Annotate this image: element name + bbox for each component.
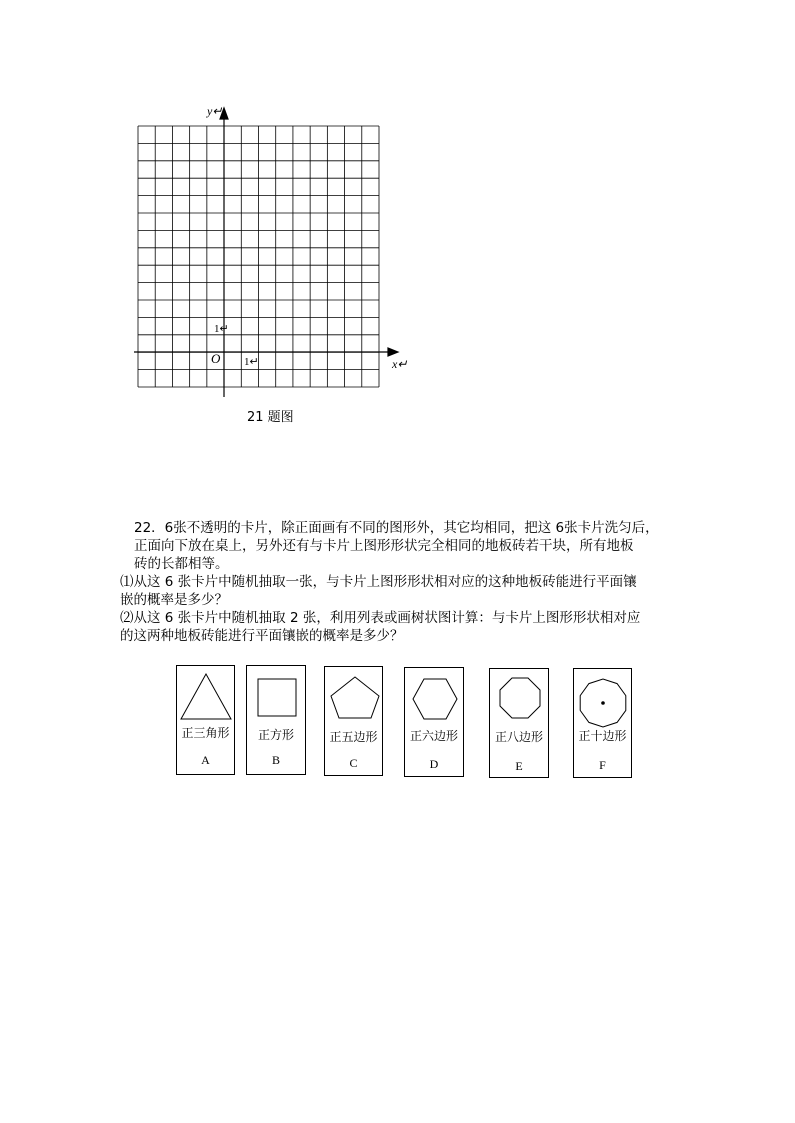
x-axis-arrow-icon (388, 348, 398, 356)
card-d-letter: D (429, 757, 439, 771)
card-a-name: 正三角形 (181, 726, 230, 740)
card-f (573, 668, 632, 778)
question22-part1-line1: ⑴从这 6 张卡片中随机抽取一张，与卡片上图形形状相对应的这种地板砖能进行平面镶 (120, 574, 637, 590)
x-axis-label: x↵ (392, 357, 408, 371)
question22-part2-line2: 的这两种地板砖能进行平面镶嵌的概率是多少？ (120, 628, 404, 644)
origin-label: O (211, 351, 221, 366)
y-unit-label: 1↵ (214, 323, 229, 335)
card-b (246, 665, 306, 775)
card-d (404, 667, 464, 777)
card-a (176, 665, 235, 775)
card-c (324, 666, 383, 776)
figure-caption: 21 题图 (247, 410, 294, 425)
card-e-name: 正八边形 (494, 730, 543, 744)
center-dot-icon (601, 701, 605, 705)
grid-lines (138, 126, 379, 387)
question22-line1: 22．6张不透明的卡片，除正面画有不同的图形外，其它均相同，把这 6张卡片洗匀后， (134, 520, 659, 536)
card-b-letter: B (271, 753, 280, 767)
card-d-name: 正六边形 (409, 729, 458, 743)
y-axis-label: y↵ (207, 104, 223, 118)
card-f-name: 正十边形 (578, 729, 627, 743)
axes (134, 108, 398, 397)
card-b-name: 正方形 (257, 728, 294, 742)
card-e (489, 668, 549, 778)
question22-part2-line1: ⑵从这 6 张卡片中随机抽取 2 张，利用列表或画树状图计算：与卡片上图形形状相对应 (120, 610, 641, 626)
card-f-letter: F (599, 758, 606, 772)
card-c-letter: C (349, 756, 358, 770)
card-a-letter: A (201, 753, 210, 767)
card-e-letter: E (515, 759, 523, 773)
x-unit-label: 1↵ (244, 356, 259, 368)
question22-line3: 砖的长都相等。 (134, 556, 229, 572)
question22-line2: 正面向下放在桌上，另外还有与卡片上图形形状完全相同的地板砖若干块，所有地板 (134, 538, 634, 554)
card-c-name: 正五边形 (329, 730, 378, 744)
question22-part1-line2: 嵌的概率是多少？ (120, 592, 228, 608)
